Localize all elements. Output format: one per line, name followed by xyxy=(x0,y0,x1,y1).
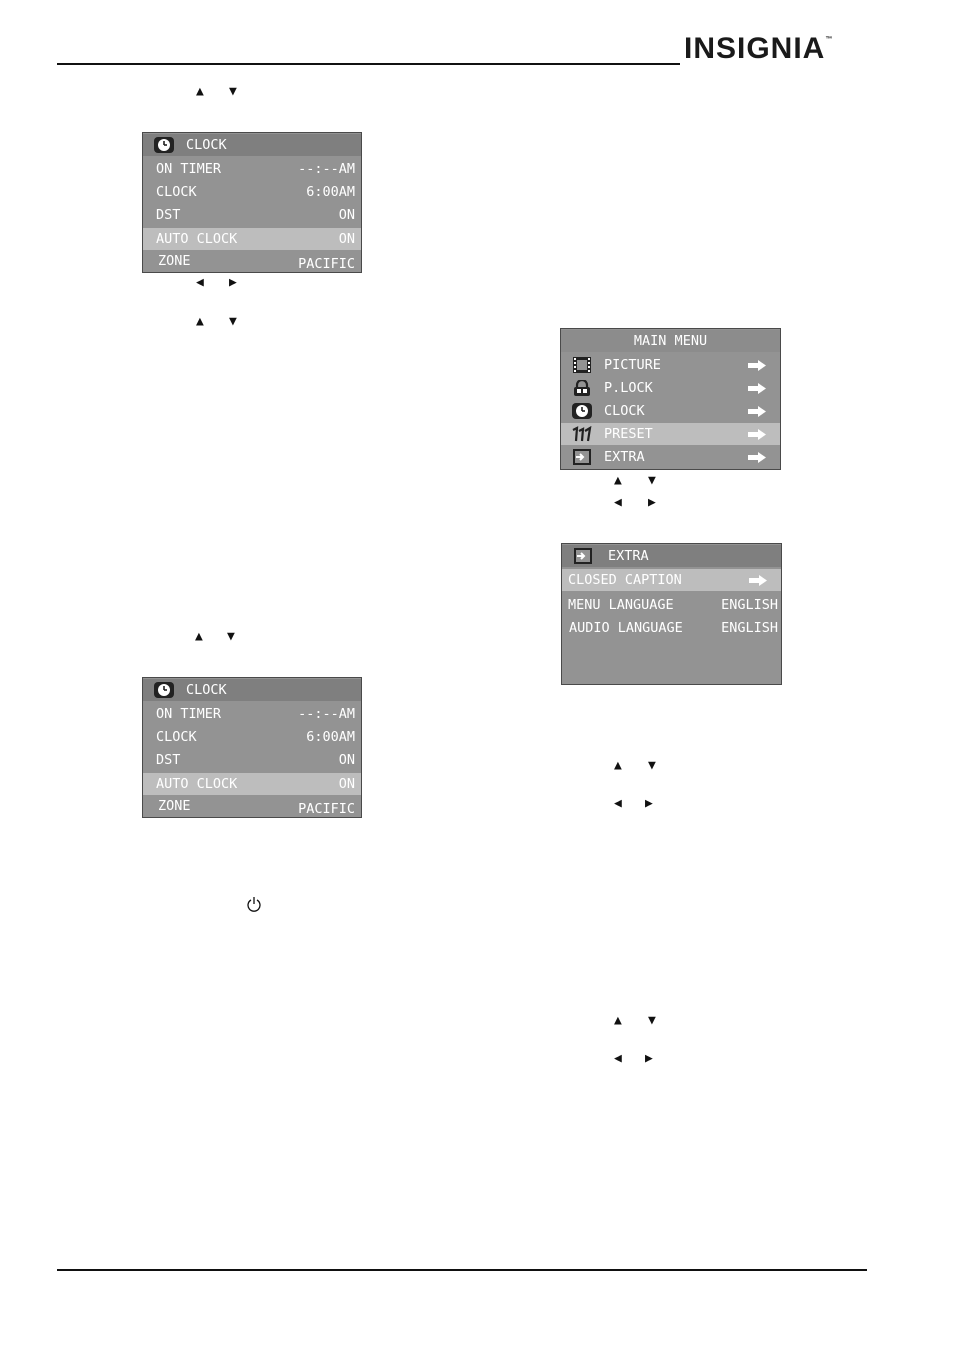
arrow-right-icon xyxy=(748,383,766,394)
menu-header xyxy=(143,134,361,156)
menu-row-auto-clock[interactable] xyxy=(143,773,361,795)
extra-menu-screen xyxy=(561,543,782,685)
menu-item-extra[interactable] xyxy=(561,446,780,468)
menu-header xyxy=(143,679,361,701)
menu-header xyxy=(561,330,780,352)
right-arrow-icon: ▶ xyxy=(229,275,237,290)
row-label: ON TIMER xyxy=(156,706,222,722)
up-arrow-icon: ▲ xyxy=(614,473,622,488)
down-arrow-icon: ▼ xyxy=(648,473,656,488)
menu-item-clock[interactable] xyxy=(561,400,780,422)
row-value: 6:00AM xyxy=(306,184,355,200)
row-label: CLOCK xyxy=(156,729,197,745)
menu-row-on-timer[interactable] xyxy=(143,158,361,180)
antenna-icon xyxy=(571,426,593,442)
right-arrow-icon: ▶ xyxy=(645,1051,653,1066)
row-value: PACIFIC xyxy=(298,801,355,817)
footer-rule xyxy=(57,1269,867,1271)
row-value: ENGLISH xyxy=(721,597,778,613)
row-label: AUDIO LANGUAGE xyxy=(569,620,683,636)
row-value: ON xyxy=(338,231,355,247)
row-value: ON xyxy=(338,207,355,223)
clock-menu-screen xyxy=(142,677,362,818)
menu-row-clock[interactable] xyxy=(143,726,361,748)
menu-row-menu-language[interactable] xyxy=(562,594,781,616)
menu-row-auto-clock[interactable] xyxy=(143,228,361,250)
menu-title: EXTRA xyxy=(608,548,649,564)
menu-item-preset[interactable] xyxy=(561,423,780,445)
menu-title: MAIN MENU xyxy=(633,333,708,349)
menu-row-zone[interactable] xyxy=(143,795,361,817)
menu-row-on-timer[interactable] xyxy=(143,703,361,725)
menu-row-zone[interactable] xyxy=(143,250,361,272)
power-icon xyxy=(246,896,262,913)
up-arrow-icon: ▲ xyxy=(614,758,622,773)
down-arrow-icon: ▼ xyxy=(648,1013,656,1028)
menu-row-audio-language[interactable] xyxy=(562,617,781,639)
row-label: ON TIMER xyxy=(156,161,222,177)
lock-icon xyxy=(571,380,593,396)
row-label: AUTO CLOCK xyxy=(156,776,238,792)
clock-icon xyxy=(571,403,593,419)
header-rule xyxy=(57,63,680,65)
row-label: CLOSED CAPTION xyxy=(568,572,682,588)
item-label: EXTRA xyxy=(604,449,645,465)
up-arrow-icon: ▲ xyxy=(614,1013,622,1028)
row-label: AUTO CLOCK xyxy=(156,231,238,247)
row-value: ENGLISH xyxy=(721,620,778,636)
item-label: PRESET xyxy=(604,426,653,442)
row-label: DST xyxy=(156,752,181,768)
down-arrow-icon: ▼ xyxy=(648,758,656,773)
left-arrow-icon: ◀ xyxy=(196,275,204,290)
arrow-right-icon xyxy=(749,575,767,586)
menu-row-dst[interactable] xyxy=(143,204,361,226)
row-value: 6:00AM xyxy=(306,729,355,745)
left-arrow-icon: ◀ xyxy=(614,796,622,811)
menu-header xyxy=(562,545,781,567)
up-arrow-icon: ▲ xyxy=(195,629,203,644)
row-value: ON xyxy=(338,776,355,792)
left-arrow-icon: ◀ xyxy=(614,1051,622,1066)
menu-item-plock[interactable] xyxy=(561,377,780,399)
row-value: --:--AM xyxy=(298,161,355,177)
menu-row-dst[interactable] xyxy=(143,749,361,771)
up-arrow-icon: ▲ xyxy=(196,314,204,329)
clock-icon xyxy=(153,137,175,153)
row-label: CLOCK xyxy=(156,184,197,200)
clock-icon xyxy=(153,682,175,698)
menu-title: CLOCK xyxy=(186,137,227,153)
down-arrow-icon: ▼ xyxy=(229,314,237,329)
row-label: MENU LANGUAGE xyxy=(568,597,674,613)
extra-icon xyxy=(571,449,593,465)
menu-row-closed-caption[interactable] xyxy=(562,569,781,591)
menu-row-clock[interactable] xyxy=(143,181,361,203)
up-arrow-icon: ▲ xyxy=(196,84,204,99)
item-label: PICTURE xyxy=(604,357,661,373)
arrow-right-icon xyxy=(748,429,766,440)
right-arrow-icon: ▶ xyxy=(645,796,653,811)
extra-icon xyxy=(572,548,594,564)
right-arrow-icon: ▶ xyxy=(648,495,656,510)
left-arrow-icon: ◀ xyxy=(614,495,622,510)
main-menu-screen xyxy=(560,328,781,470)
film-icon xyxy=(571,357,593,373)
item-label: CLOCK xyxy=(604,403,645,419)
row-value: --:--AM xyxy=(298,706,355,722)
menu-item-picture[interactable] xyxy=(561,354,780,376)
arrow-right-icon xyxy=(748,452,766,463)
arrow-right-icon xyxy=(748,406,766,417)
row-value: ON xyxy=(338,752,355,768)
down-arrow-icon: ▼ xyxy=(229,84,237,99)
clock-menu-screen xyxy=(142,132,362,273)
row-label: DST xyxy=(156,207,181,223)
row-label: ZONE xyxy=(158,253,191,269)
item-label: P.LOCK xyxy=(604,380,653,396)
down-arrow-icon: ▼ xyxy=(227,629,235,644)
row-label: ZONE xyxy=(158,798,191,814)
menu-title: CLOCK xyxy=(186,682,227,698)
arrow-right-icon xyxy=(748,360,766,371)
insignia-logo: INSIGNIA™ xyxy=(684,32,834,65)
row-value: PACIFIC xyxy=(298,256,355,272)
